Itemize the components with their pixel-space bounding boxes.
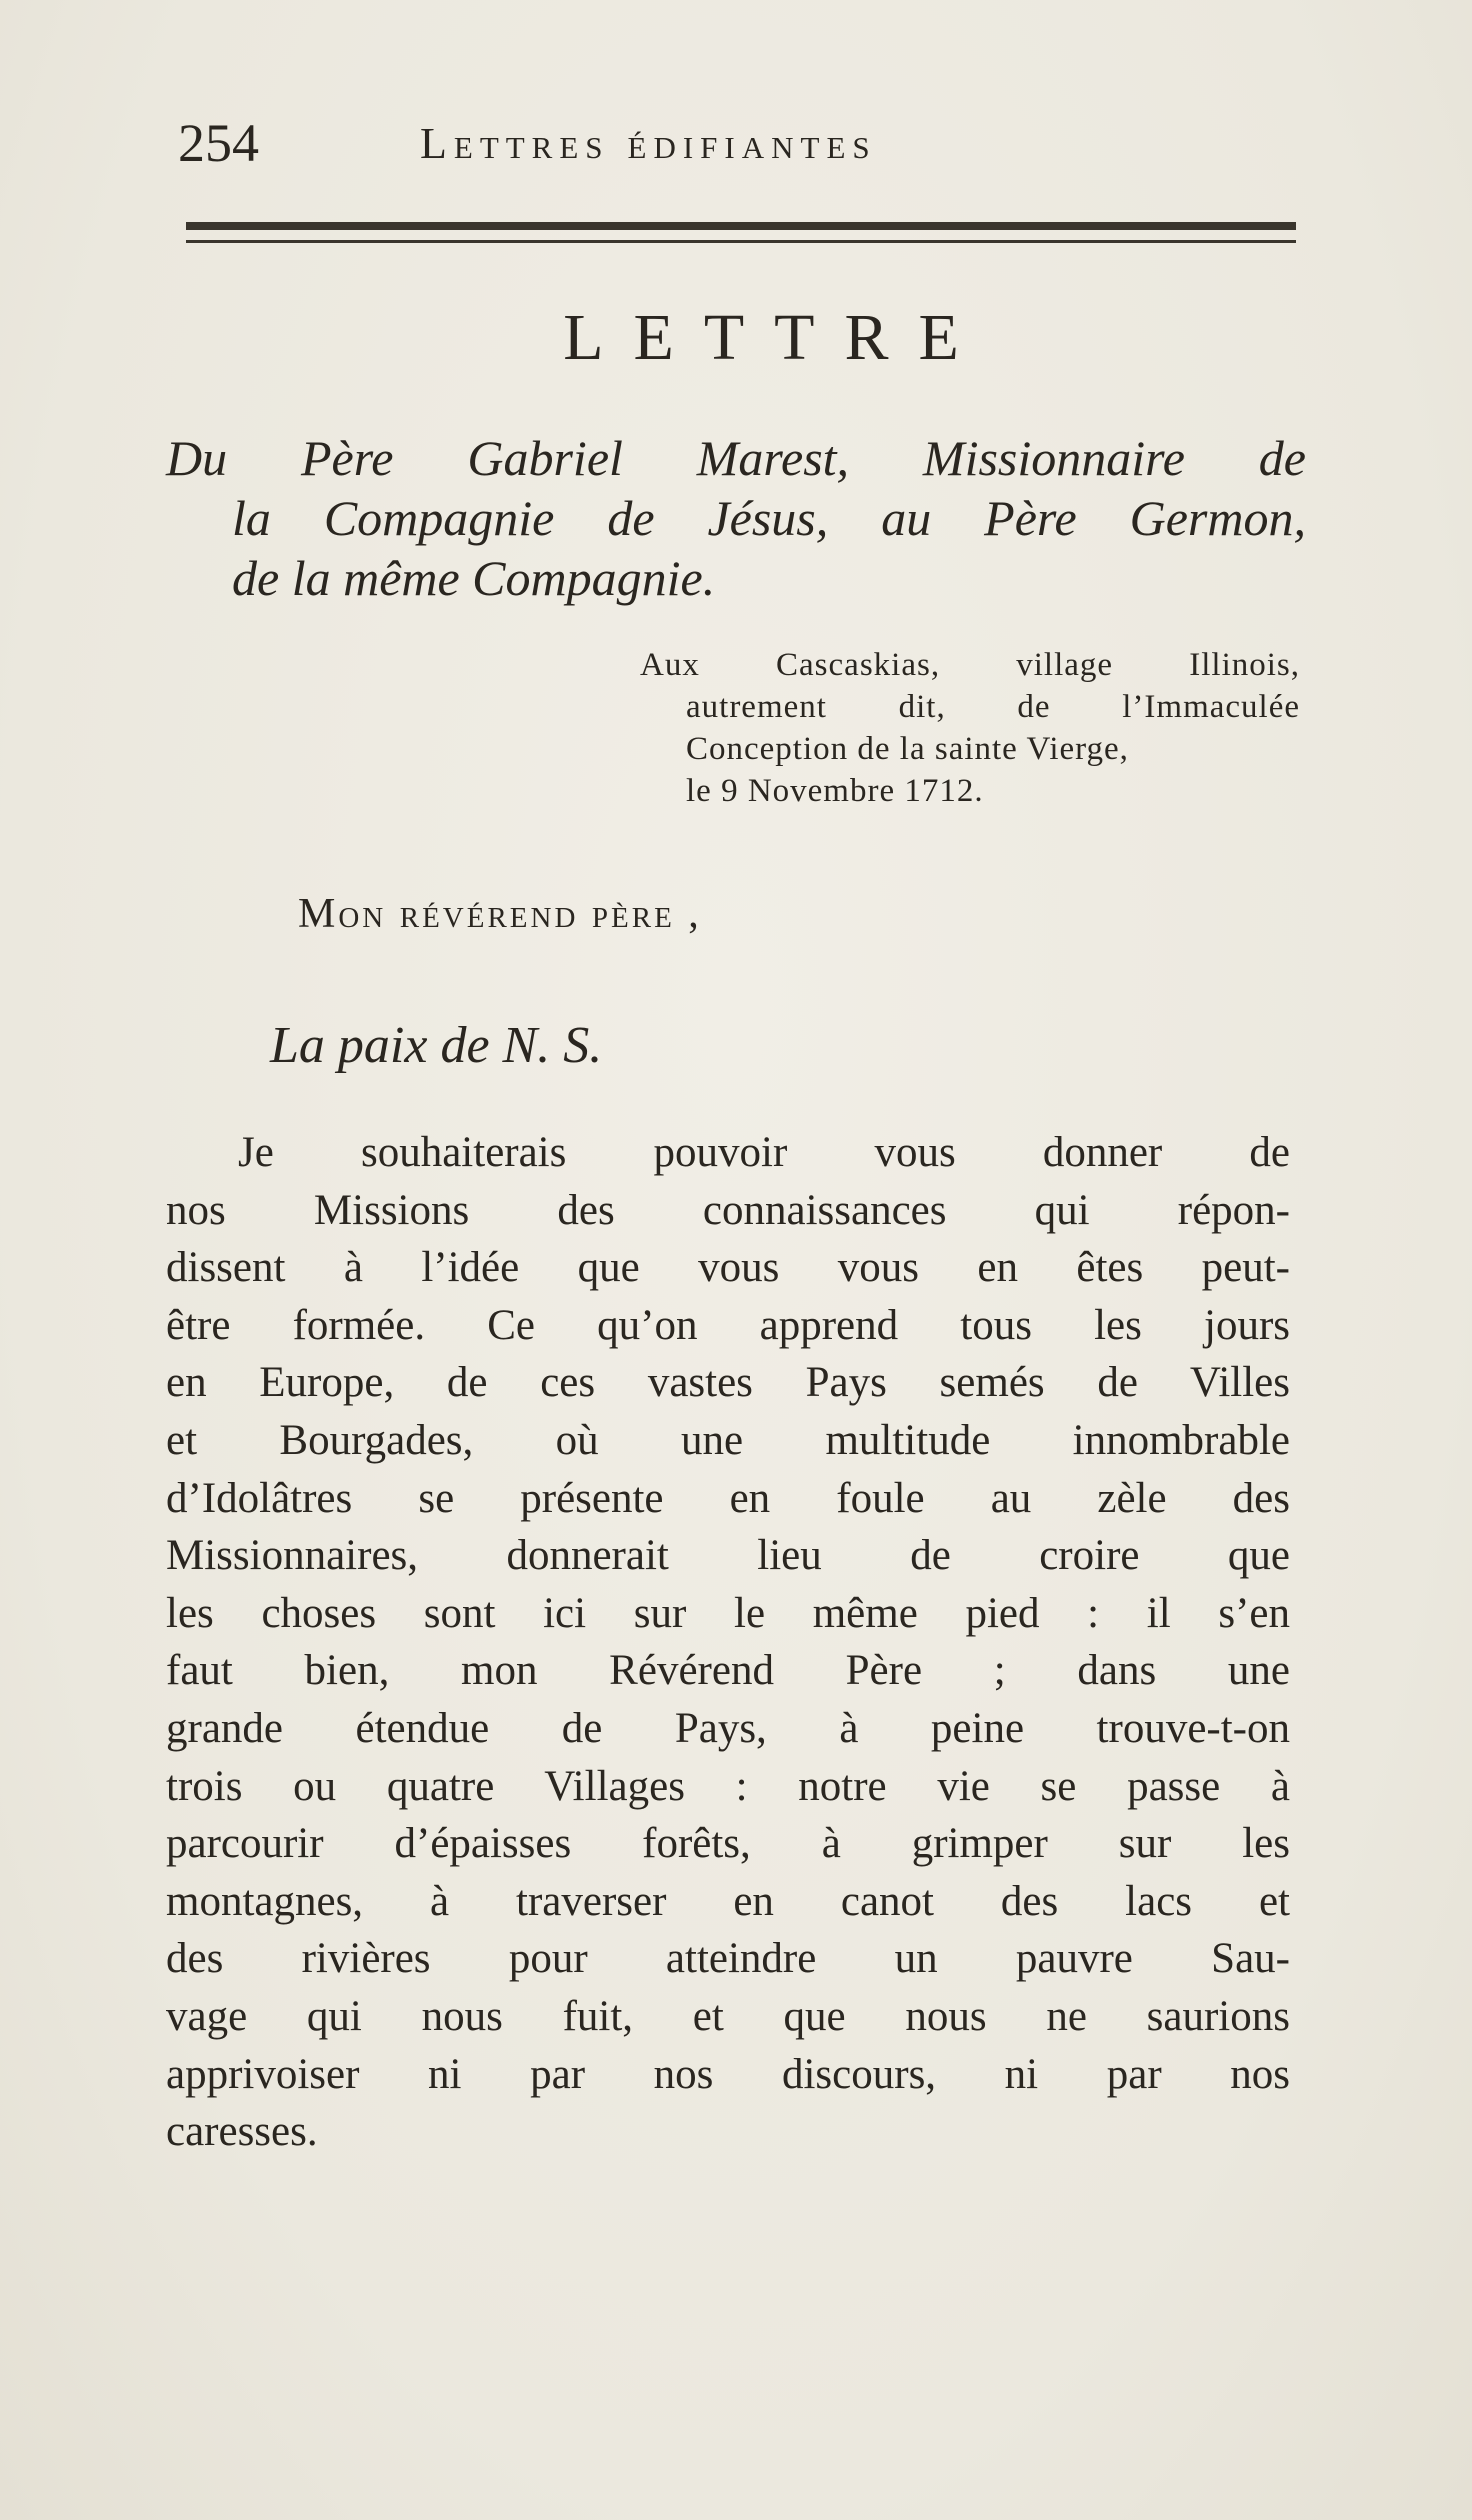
body-line: dissent à l’idée que vous vous en êtes peut-	[166, 1244, 1290, 1292]
running-head	[178, 112, 1298, 182]
body-line: trois ou quatre Villages : notre vie se passe à	[166, 1762, 1290, 1810]
body-line: Missionnaires, donnerait lieu de croire que	[166, 1532, 1290, 1580]
body-line: Je souhaiterais pouvoir vous donner de	[238, 1129, 1290, 1176]
body-line: d’Idolâtres se présente en foule au zèle des	[166, 1474, 1290, 1522]
body-line: montagnes, à traverser en canot des lacs et	[166, 1877, 1290, 1925]
letter-heading: LETTRE	[563, 301, 989, 374]
body-line: faut bien, mon Révérend Père ; dans une	[166, 1647, 1290, 1695]
greeting: La paix de N. S.	[270, 1017, 603, 1074]
body-line: des rivières pour atteindre un pauvre Sau-	[166, 1935, 1290, 1983]
body-line: en Europe, de ces vastes Pays semés de Villes	[166, 1359, 1290, 1407]
body-line: caresses.	[166, 2108, 318, 2156]
subtitle-line: la Compagnie de Jésus, au Père Germon,	[232, 490, 1306, 546]
body-line: les choses sont ici sur le même pied : il s’en	[166, 1589, 1290, 1637]
dateline-line: le 9 Novembre 1712.	[686, 773, 984, 809]
body-line: vage qui nous fuit, et que nous ne saurions	[166, 1992, 1290, 2040]
header-rule-thin	[186, 240, 1296, 243]
dateline-line: autrement dit, de l’Immaculée	[686, 689, 1300, 725]
body-line: et Bourgades, où une multitude innombrable	[166, 1416, 1290, 1464]
subtitle-line: Du Père Gabriel Marest, Missionnaire de	[166, 430, 1306, 486]
body-line: être formée. Ce qu’on apprend tous les jours	[166, 1301, 1290, 1349]
dateline-line: Conception de la sainte Vierge,	[686, 731, 1129, 767]
page-number: 254	[178, 113, 259, 173]
salutation: Mon révérend père ,	[298, 891, 702, 937]
dateline	[640, 644, 1300, 812]
dateline-line: Aux Cascaskias, village Illinois,	[640, 647, 1300, 683]
header-rule-thick	[186, 222, 1296, 230]
body-line: apprivoiser ni par nos discours, ni par nos	[166, 2050, 1290, 2098]
body-text	[166, 1124, 1290, 2161]
body-line: grande étendue de Pays, à peine trouve-t-on	[166, 1704, 1290, 1752]
body-line: nos Missions des connaissances qui répon-	[166, 1186, 1290, 1234]
subtitle-line: de la même Compagnie.	[232, 550, 716, 606]
body-line: parcourir d’épaisses forêts, à grimper sur les	[166, 1820, 1290, 1868]
letter-subtitle	[166, 428, 1306, 608]
running-title: Lettres édifiantes	[420, 119, 877, 168]
